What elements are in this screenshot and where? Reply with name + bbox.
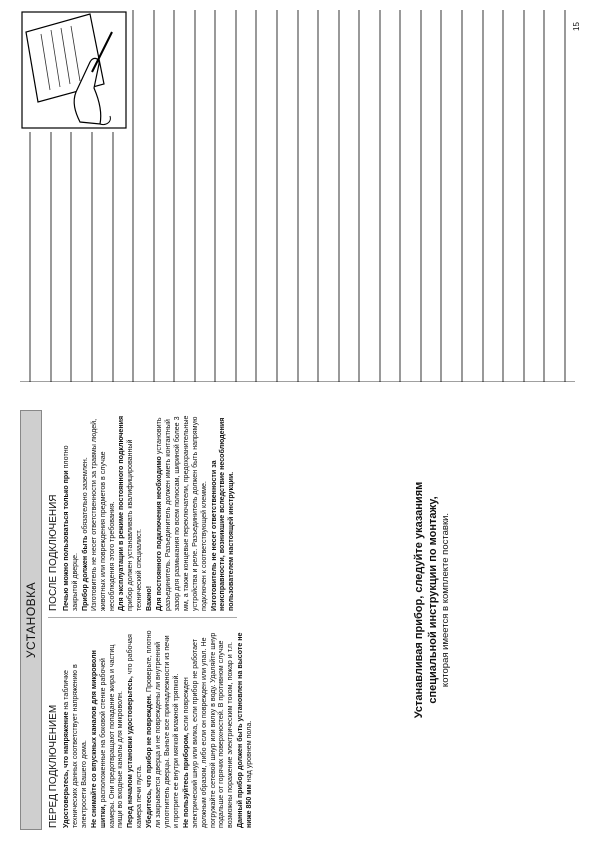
after-paragraph-1: Печью можно пользоваться только при плотно закрытой дверце. <box>62 445 79 611</box>
page-number-right: 15 <box>571 22 581 31</box>
before-paragraph-1: Удостоверьтесь, что напряжение на табличке технических данных соответствует напряжению в электросети Вашего дома. <box>62 664 88 828</box>
after-paragraph-2: Прибор должен быть обязательно заземлен. Изготовитель не несет ответственности за травмы людей, животных или повреждения предметов в случае несоблюдения этого требования. <box>80 418 116 611</box>
before-heading: ПЕРЕД ПОДКЛЮЧЕНИЕМ <box>48 704 59 828</box>
after-paragraph-4: Для постоянного подключения необходимо установить разъединитель. Разъединитель должен иметь контактный зазор для размыкания по всем полюсам, шириной более 3 мм, а также концевые переключатели, предохранительные устройства и реле. Разъединитель должен быть напрямую подключен к соответствующей клемме. <box>155 415 208 611</box>
caption-line-1: Устанавливая прибор, следуйте указаниям <box>413 481 425 719</box>
after-heading: ПОСЛЕ ПОДКЛЮЧЕНИЯ <box>48 494 59 611</box>
writing-hand-icon <box>22 12 126 128</box>
installation-section <box>20 410 405 830</box>
installation-caption <box>412 410 452 790</box>
after-paragraph-5: Изготовитель не несет ответственности за неисправности, возникшие вследствие несоблюдения пользователем настоящей инструкции. <box>209 417 236 611</box>
after-important-label: Важно! <box>145 585 154 611</box>
before-paragraph-5: Не пользуйтесь прибором, если поврежден электрический шнур или вилка, если прибор не работает должным образом, либо если он поврежден или упал. Не погружайте сетевой шнур или вилку в воду. Удаляйте шнур подальше от горячих поверхностей. В противном случае возможны поражение электрическим током, пожар и т.п. <box>181 632 235 828</box>
before-paragraph-2: Не снимайте со впускных каналов для микроволн шитки, расположенные на боковой стенке рабочей камеры. Они предотвращают попадание жира и частиц пищи во входные каналы для микроволн. <box>89 644 125 828</box>
caption-line-3: которая имеется в комплекте поставки. <box>440 512 451 688</box>
before-paragraph-4: Убедитесь, что прибор не поврежден. Проверьте, плотно ли закрывается дверца и не повреждены ли внутренний уплотнитель дверцы. Выньте все принадлежности из печи и протрите ее внутри мягкой влажной тряпкой. <box>145 630 180 828</box>
before-connection-column <box>48 630 255 828</box>
before-paragraph-6: Данный прибор должен быть установлен на высоте не ниже 850 мм над уровнем пола. <box>236 632 254 828</box>
after-connection-column <box>48 415 237 618</box>
notes-area <box>20 10 575 382</box>
section-title: УСТАНОВКА <box>20 410 42 830</box>
before-paragraph-3: Перед началом установки удостоверьтесь, что рабочая камера печи пуста. <box>126 634 144 828</box>
notes-lines <box>20 10 575 382</box>
rotated-content <box>20 10 575 830</box>
after-paragraph-3: Для эксплуатации в режиме постоянного подключения прибор должен устанавливать квалифицированный технический специалист. <box>117 415 144 611</box>
caption-line-2: специальной инструкции по монтажу, <box>427 496 439 704</box>
